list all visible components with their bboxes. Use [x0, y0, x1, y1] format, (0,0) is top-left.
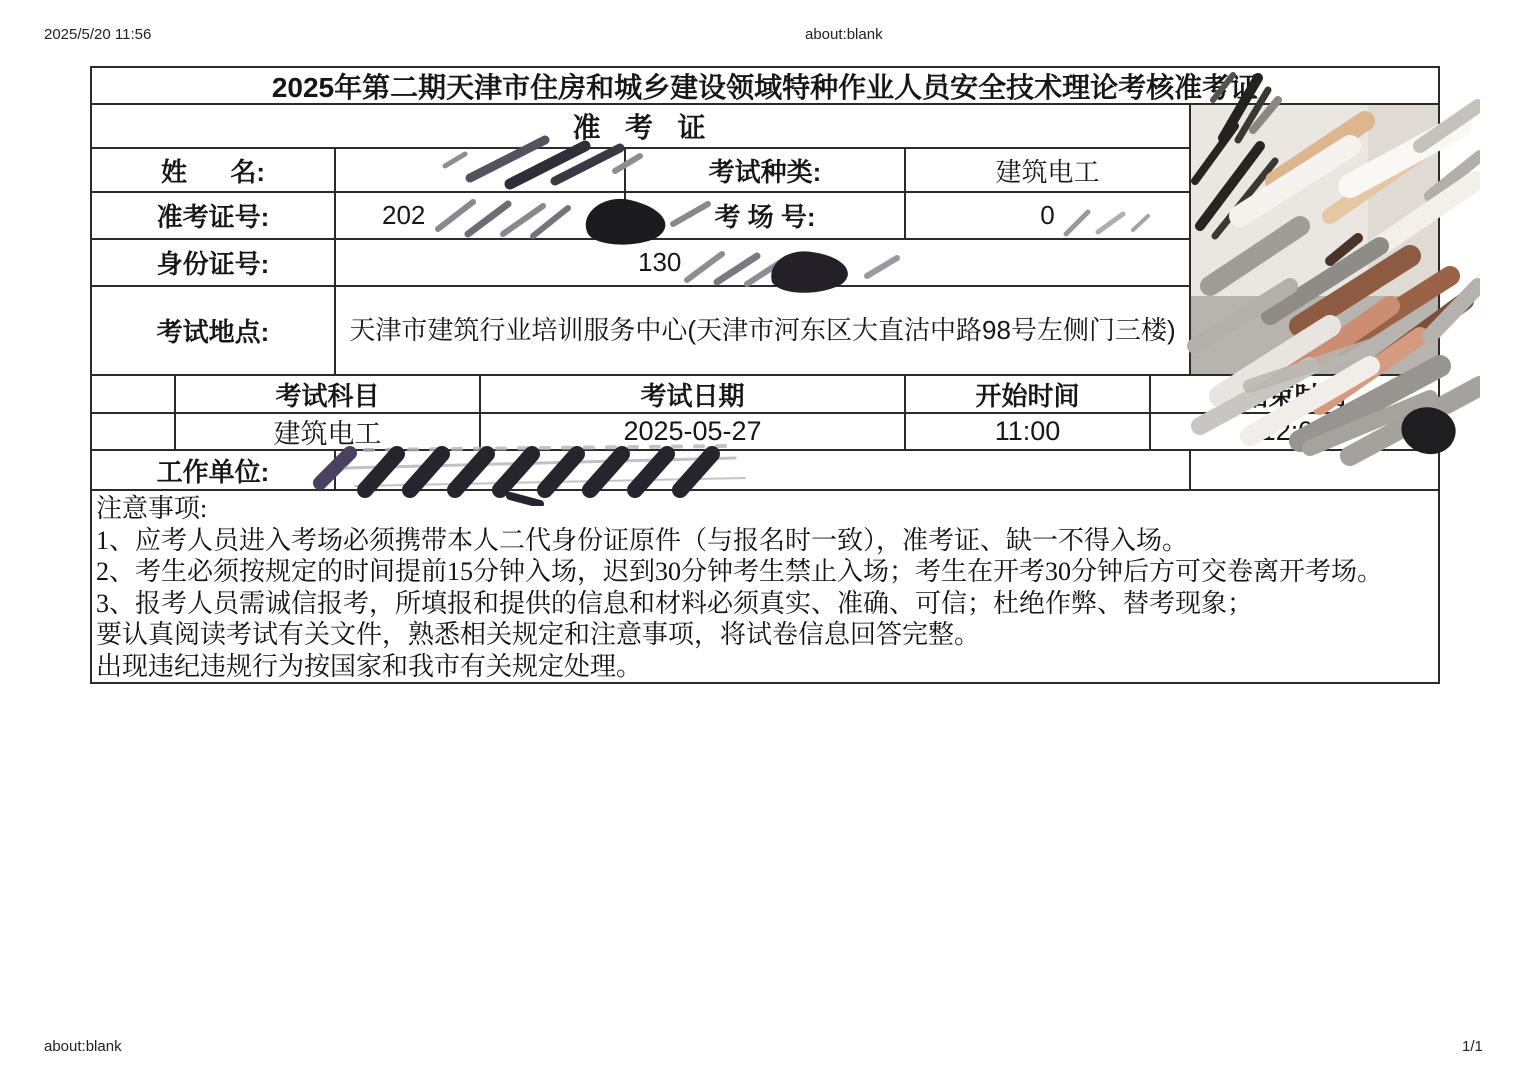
- room-number-label: 考 场 号:: [626, 193, 906, 240]
- print-header-title: about:blank: [805, 26, 883, 43]
- admission-ticket-table: [90, 66, 1440, 684]
- schedule-header-end-time: 结束时间: [1151, 376, 1438, 414]
- schedule-corner-cell: [92, 376, 176, 414]
- schedule-subject-value: 建筑电工: [176, 414, 481, 451]
- id-number-label: 身份证号:: [92, 240, 336, 287]
- print-footer-page-number: 1/1: [1462, 1038, 1483, 1055]
- notes-line: 出现违纪违规行为按国家和我市有关规定处理。: [96, 651, 643, 681]
- print-footer-url: about:blank: [44, 1038, 122, 1055]
- schedule-header-subject: 考试科目: [176, 376, 481, 414]
- id-photo-cell: [1191, 105, 1438, 376]
- work-unit-value: [336, 451, 1191, 491]
- exam-type-label: 考试种类:: [626, 149, 906, 193]
- photo-floor: [1191, 296, 1438, 374]
- work-unit-label: 工作单位:: [92, 451, 336, 491]
- exam-type-value: 建筑电工: [906, 149, 1191, 193]
- work-unit-empty-cell: [1191, 451, 1438, 491]
- schedule-header-start-time: 开始时间: [906, 376, 1151, 414]
- notes-line: 2、考生必须按规定的时间提前15分钟入场，迟到30分钟考生禁止入场；考生在开考30分钟后方可交卷离开考场。: [96, 557, 1384, 586]
- schedule-row-corner-cell: [92, 414, 176, 451]
- notes-line: 要认真阅读考试有关文件，熟悉相关规定和注意事项，将试卷信息回答完整。: [96, 620, 981, 649]
- name-label: 姓 名:: [92, 149, 336, 193]
- room-number-value: 0: [906, 193, 1191, 240]
- photo-wall-shade: [1368, 105, 1438, 296]
- print-header-datetime: 2025/5/20 11:56: [44, 26, 152, 43]
- notes-section: [92, 491, 1446, 684]
- name-value: [336, 149, 626, 193]
- schedule-start-time-value: 11:00: [906, 414, 1151, 451]
- notes-heading: 注意事项:: [96, 494, 208, 523]
- notes-line: 3、报考人员需诚信报考，所填报和提供的信息和材料必须真实、准确、可信；杜绝作弊、替考现象；: [96, 588, 1254, 618]
- id-number-value: 130: [336, 240, 1191, 287]
- exam-location-label: 考试地点:: [92, 287, 336, 376]
- id-photo: [1191, 105, 1438, 374]
- card-heading: 准 考 证: [92, 105, 1191, 149]
- ticket-number-value: 202: [336, 193, 626, 240]
- ticket-number-label: 准考证号:: [92, 193, 336, 240]
- document-title: 2025年第二期天津市住房和城乡建设领域特种作业人员安全技术理论考核准考证: [92, 68, 1438, 105]
- notes-line: 1、应考人员进入考场必须携带本人二代身份证原件（与报名时一致），准考证、缺一不得入场。: [96, 525, 1189, 555]
- schedule-date-value: 2025-05-27: [481, 414, 906, 451]
- schedule-end-time-value: 12:00: [1151, 414, 1438, 451]
- schedule-header-date: 考试日期: [481, 376, 906, 414]
- exam-location-value: 天津市建筑行业培训服务中心(天津市河东区大直沽中路98号左侧门三楼): [336, 287, 1191, 376]
